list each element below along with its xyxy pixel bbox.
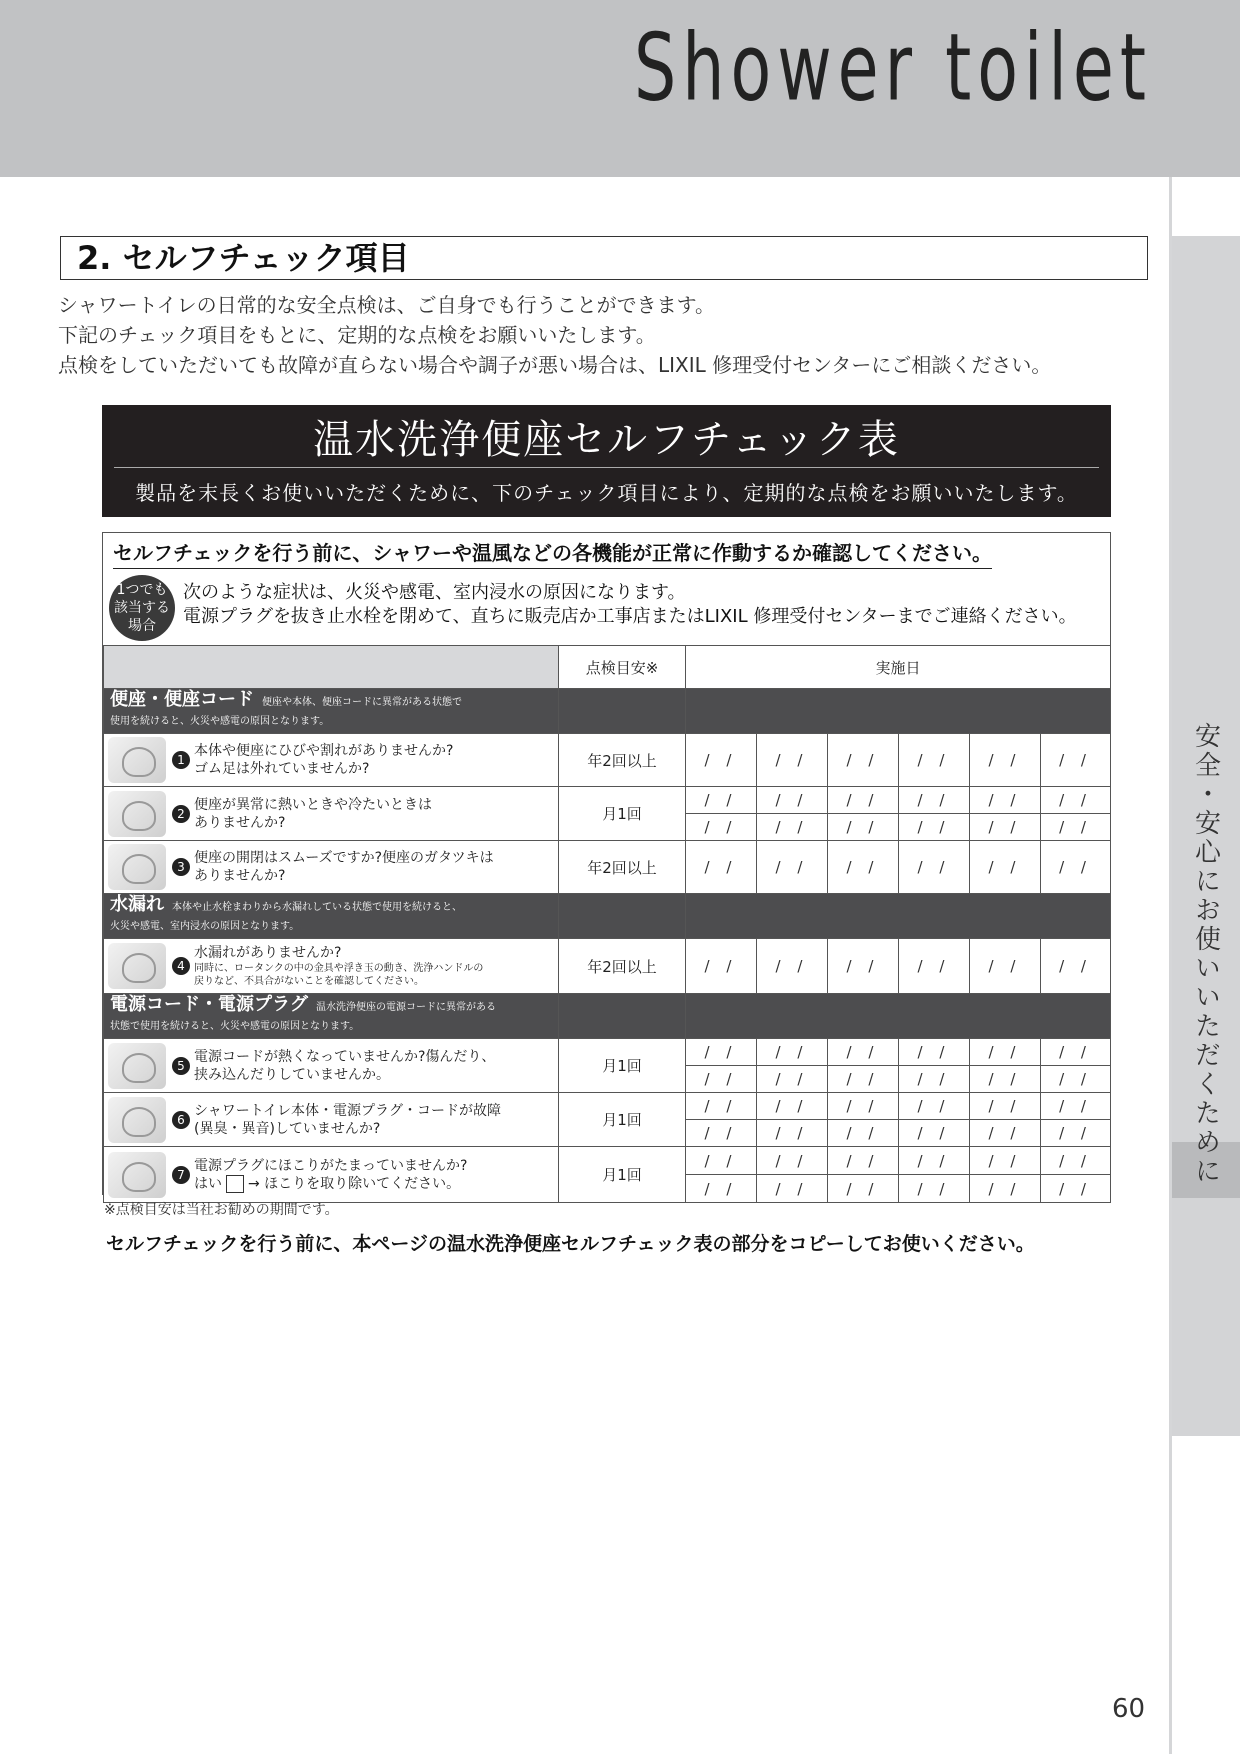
date-cell[interactable]: / / xyxy=(899,787,970,814)
check-frequency: 月1回 xyxy=(559,1039,686,1093)
category-cell xyxy=(104,689,559,734)
yes-checkbox[interactable] xyxy=(226,1175,244,1193)
date-cell[interactable]: / / xyxy=(757,939,828,994)
date-cell[interactable]: / / xyxy=(757,1120,828,1147)
check-frequency: 月1回 xyxy=(559,1147,686,1203)
check-frequency: 年2回以上 xyxy=(559,841,686,894)
yes-label: はい xyxy=(194,1175,222,1192)
badge-line: 該当する xyxy=(114,600,170,616)
category-title: 水漏れ xyxy=(110,894,164,915)
category-blank xyxy=(559,894,686,939)
item-line: 挟み込んだりしていませんか。 xyxy=(194,1066,390,1083)
item-number-icon: 1 xyxy=(172,751,190,769)
item-question xyxy=(194,796,432,832)
date-cell[interactable]: / / xyxy=(1041,1147,1111,1175)
footnote: ※点検目安は当社お勧めの期間です。 xyxy=(104,1202,339,1218)
check-frequency: 月1回 xyxy=(559,787,686,841)
category-row xyxy=(104,994,1111,1039)
date-cell[interactable]: / / xyxy=(828,734,899,787)
date-cell[interactable]: / / xyxy=(828,1147,899,1175)
date-cell[interactable]: / / xyxy=(1041,1039,1111,1066)
copy-note: セルフチェックを行う前に、本ページの温水洗浄便座セルフチェック表の部分をコピーしてお使いください。 xyxy=(106,1233,1035,1255)
date-cell[interactable]: / / xyxy=(828,1066,899,1093)
date-cell[interactable]: / / xyxy=(1041,734,1111,787)
date-cell[interactable]: / / xyxy=(686,841,757,894)
item-number-icon: 2 xyxy=(172,805,190,823)
date-cell[interactable]: / / xyxy=(899,1147,970,1175)
date-cell[interactable]: / / xyxy=(899,939,970,994)
check-item xyxy=(104,1147,559,1203)
date-cell[interactable]: / / xyxy=(828,841,899,894)
item-line: 本体や便座にひびや割れがありませんか? xyxy=(194,743,454,759)
category-note: 本体や止水栓まわりから水漏れしている状態で使用を続けると、 xyxy=(172,902,462,913)
category-title: 電源コード・電源プラグ xyxy=(110,994,308,1015)
date-cell[interactable]: / / xyxy=(686,1175,757,1203)
toilet-illustration-icon xyxy=(108,1097,166,1143)
check-table xyxy=(103,645,1111,1203)
table-header-row xyxy=(104,646,1111,689)
intro-line: 下記のチェック項目をもとに、定期的な点検をお願いいたします。 xyxy=(58,323,656,347)
toilet-illustration-icon xyxy=(108,1152,166,1198)
category-blank xyxy=(559,994,686,1039)
check-frequency: 年2回以上 xyxy=(559,734,686,787)
date-cell[interactable]: / / xyxy=(970,814,1041,841)
intro-text xyxy=(58,290,1051,380)
checklist-banner xyxy=(102,405,1111,517)
brand-logo: Shower toilet xyxy=(634,14,1152,122)
item-number-icon: 6 xyxy=(172,1111,190,1129)
item-line: ゴム足は外れていませんか? xyxy=(194,761,370,777)
item-line: 同時に、ロータンクの中の金具や浮き玉の動き、洗浄ハンドルの xyxy=(194,963,484,974)
date-cell[interactable]: / / xyxy=(686,734,757,787)
date-cell[interactable]: / / xyxy=(757,1147,828,1175)
warning-text xyxy=(183,581,1077,629)
date-cell[interactable]: / / xyxy=(970,1120,1041,1147)
date-cell[interactable]: / / xyxy=(686,787,757,814)
date-cell[interactable]: / / xyxy=(757,1066,828,1093)
header-guide: 点検目安※ xyxy=(559,646,686,689)
date-cell[interactable]: / / xyxy=(686,814,757,841)
badge-line: 1つでも xyxy=(116,582,168,598)
intro-line: 点検をしていただいても故障が直らない場合や調子が悪い場合は、LIXIL 修理受付センターにご相談ください。 xyxy=(58,353,1052,377)
toilet-illustration-icon xyxy=(108,1043,166,1089)
date-cell[interactable]: / / xyxy=(899,1066,970,1093)
intro-line: シャワートイレの日常的な安全点検は、ご自身でも行うことができます。 xyxy=(58,293,715,317)
date-cell[interactable]: / / xyxy=(757,1093,828,1120)
category-title: 便座・便座コード xyxy=(110,689,254,710)
category-row xyxy=(104,689,1111,734)
item-question xyxy=(194,1102,501,1138)
category-note: 状態で使用を続けると、火災や感電の原因となります。 xyxy=(110,1021,360,1032)
date-cell[interactable]: / / xyxy=(970,787,1041,814)
item-line: ありませんか? xyxy=(194,868,286,884)
date-cell[interactable]: / / xyxy=(1041,1175,1111,1203)
date-cell[interactable]: / / xyxy=(1041,841,1111,894)
date-cell[interactable]: / / xyxy=(970,1039,1041,1066)
toilet-illustration-icon xyxy=(108,791,166,837)
date-cell[interactable]: / / xyxy=(970,1066,1041,1093)
item-line: 便座の開閉はスムーズですか?便座のガタツキは xyxy=(194,850,494,866)
check-item xyxy=(104,787,559,841)
category-note: 温水洗浄便座の電源コードに異常がある xyxy=(316,1002,496,1013)
check-item xyxy=(104,939,559,994)
item-question xyxy=(194,1048,495,1084)
date-cell[interactable]: / / xyxy=(757,787,828,814)
header-date: 実施日 xyxy=(686,646,1111,689)
item-line: (異臭・異音)していませんか? xyxy=(194,1120,381,1137)
item-number-icon: 7 xyxy=(172,1166,190,1184)
date-cell[interactable]: / / xyxy=(899,1120,970,1147)
date-cell[interactable]: / / xyxy=(757,734,828,787)
item-line: 電源プラグにほこりがたまっていませんか? xyxy=(194,1157,468,1174)
category-cell xyxy=(104,894,559,939)
date-cell[interactable]: / / xyxy=(1041,787,1111,814)
category-blank xyxy=(686,689,1111,734)
item-line xyxy=(194,1175,467,1193)
item-question xyxy=(194,1157,467,1193)
date-cell[interactable]: / / xyxy=(828,939,899,994)
date-cell[interactable]: / / xyxy=(686,1147,757,1175)
item-line: ありませんか? xyxy=(194,814,286,831)
check-frequency: 年2回以上 xyxy=(559,939,686,994)
check-frequency: 月1回 xyxy=(559,1093,686,1147)
table-row xyxy=(104,734,1111,787)
toilet-illustration-icon xyxy=(108,844,166,890)
category-note: 便座や本体、便座コードに異常がある状態で xyxy=(262,697,462,708)
date-cell[interactable]: / / xyxy=(899,814,970,841)
page-number: 60 xyxy=(1112,1694,1146,1724)
table-row xyxy=(104,1039,1111,1066)
check-item xyxy=(104,734,559,787)
pre-check-note: セルフチェックを行う前に、シャワーや温風などの各機能が正常に作動するか確認してください。 xyxy=(113,537,992,569)
date-cell[interactable]: / / xyxy=(970,841,1041,894)
date-cell[interactable]: / / xyxy=(686,1093,757,1120)
date-cell[interactable]: / / xyxy=(899,1093,970,1120)
banner-divider xyxy=(114,467,1099,468)
warning-badge xyxy=(109,575,175,641)
checklist-subtitle: 製品を末長くお使いいただくために、下のチェック項目により、定期的な点検をお願いいたします。 xyxy=(135,481,1078,505)
category-row xyxy=(104,894,1111,939)
date-cell[interactable]: / / xyxy=(899,841,970,894)
badge-line: 場合 xyxy=(128,618,156,634)
item-line: 戻りなど、不具合がないことを確認してください。 xyxy=(194,976,424,987)
date-cell[interactable]: / / xyxy=(899,734,970,787)
item-line: 便座が異常に熱いときや冷たいときは xyxy=(194,796,432,813)
date-cell[interactable]: / / xyxy=(757,1039,828,1066)
date-cell[interactable]: / / xyxy=(1041,1093,1111,1120)
date-cell[interactable]: / / xyxy=(828,1175,899,1203)
date-cell[interactable]: / / xyxy=(1041,1120,1111,1147)
warning-line: 次のような症状は、火災や感電、室内浸水の原因になります。 xyxy=(183,582,686,603)
date-cell[interactable]: / / xyxy=(757,1175,828,1203)
table-row xyxy=(104,1093,1111,1120)
section-title: 2. セルフチェック項目 xyxy=(60,236,1148,280)
date-cell[interactable]: / / xyxy=(686,939,757,994)
warning-line: 電源プラグを抜き止水栓を閉めて、直ちに販売店か工事店またはLIXIL 修理受付センターまでご連絡ください。 xyxy=(183,606,1077,627)
item-question xyxy=(194,742,453,778)
table-row xyxy=(104,787,1111,814)
item-number-icon: 5 xyxy=(172,1057,190,1075)
date-cell[interactable]: / / xyxy=(1041,1066,1111,1093)
category-blank xyxy=(686,994,1111,1039)
checklist-title: 温水洗浄便座セルフチェック表 xyxy=(313,417,900,463)
date-cell[interactable]: / / xyxy=(970,734,1041,787)
date-cell[interactable]: / / xyxy=(828,1093,899,1120)
checklist-sheet xyxy=(102,532,1111,1198)
date-cell[interactable]: / / xyxy=(970,1147,1041,1175)
item-number-icon: 4 xyxy=(172,957,190,975)
date-cell[interactable]: / / xyxy=(899,1039,970,1066)
header-blank xyxy=(104,646,559,689)
date-cell[interactable]: / / xyxy=(970,1093,1041,1120)
check-item xyxy=(104,841,559,894)
category-note: 使用を続けると、火災や感電の原因となります。 xyxy=(110,716,330,727)
category-cell xyxy=(104,994,559,1039)
date-cell[interactable]: / / xyxy=(899,1175,970,1203)
date-cell[interactable]: / / xyxy=(757,814,828,841)
date-cell[interactable]: / / xyxy=(686,1120,757,1147)
category-blank xyxy=(686,894,1111,939)
category-note: 火災や感電、室内浸水の原因となります。 xyxy=(110,921,300,932)
side-tab-label: 安全・安心にお使いいただくために xyxy=(1190,722,1221,1186)
toilet-illustration-icon xyxy=(108,737,166,783)
item-line: 電源コードが熱くなっていませんか?傷んだり、 xyxy=(194,1048,496,1065)
category-blank xyxy=(559,689,686,734)
date-cell[interactable]: / / xyxy=(828,1039,899,1066)
item-question xyxy=(194,944,483,988)
check-item xyxy=(104,1093,559,1147)
date-cell[interactable]: / / xyxy=(1041,814,1111,841)
date-cell[interactable]: / / xyxy=(686,1039,757,1066)
toilet-illustration-icon xyxy=(108,943,166,989)
item-line: 水漏れがありませんか? xyxy=(194,945,342,961)
item-number-icon: 3 xyxy=(172,858,190,876)
table-row xyxy=(104,841,1111,894)
date-cell[interactable]: / / xyxy=(828,1120,899,1147)
item-question xyxy=(194,849,494,885)
date-cell[interactable]: / / xyxy=(828,787,899,814)
item-line: シャワートイレ本体・電源プラグ・コードが故障 xyxy=(194,1102,502,1119)
table-row xyxy=(104,939,1111,994)
item-line-action: → ほこりを取り除いてください。 xyxy=(248,1175,461,1192)
date-cell[interactable]: / / xyxy=(757,841,828,894)
check-item xyxy=(104,1039,559,1093)
table-row xyxy=(104,1147,1111,1175)
date-cell[interactable]: / / xyxy=(970,939,1041,994)
date-cell[interactable]: / / xyxy=(828,814,899,841)
date-cell[interactable]: / / xyxy=(1041,939,1111,994)
date-cell[interactable]: / / xyxy=(686,1066,757,1093)
date-cell[interactable]: / / xyxy=(970,1175,1041,1203)
